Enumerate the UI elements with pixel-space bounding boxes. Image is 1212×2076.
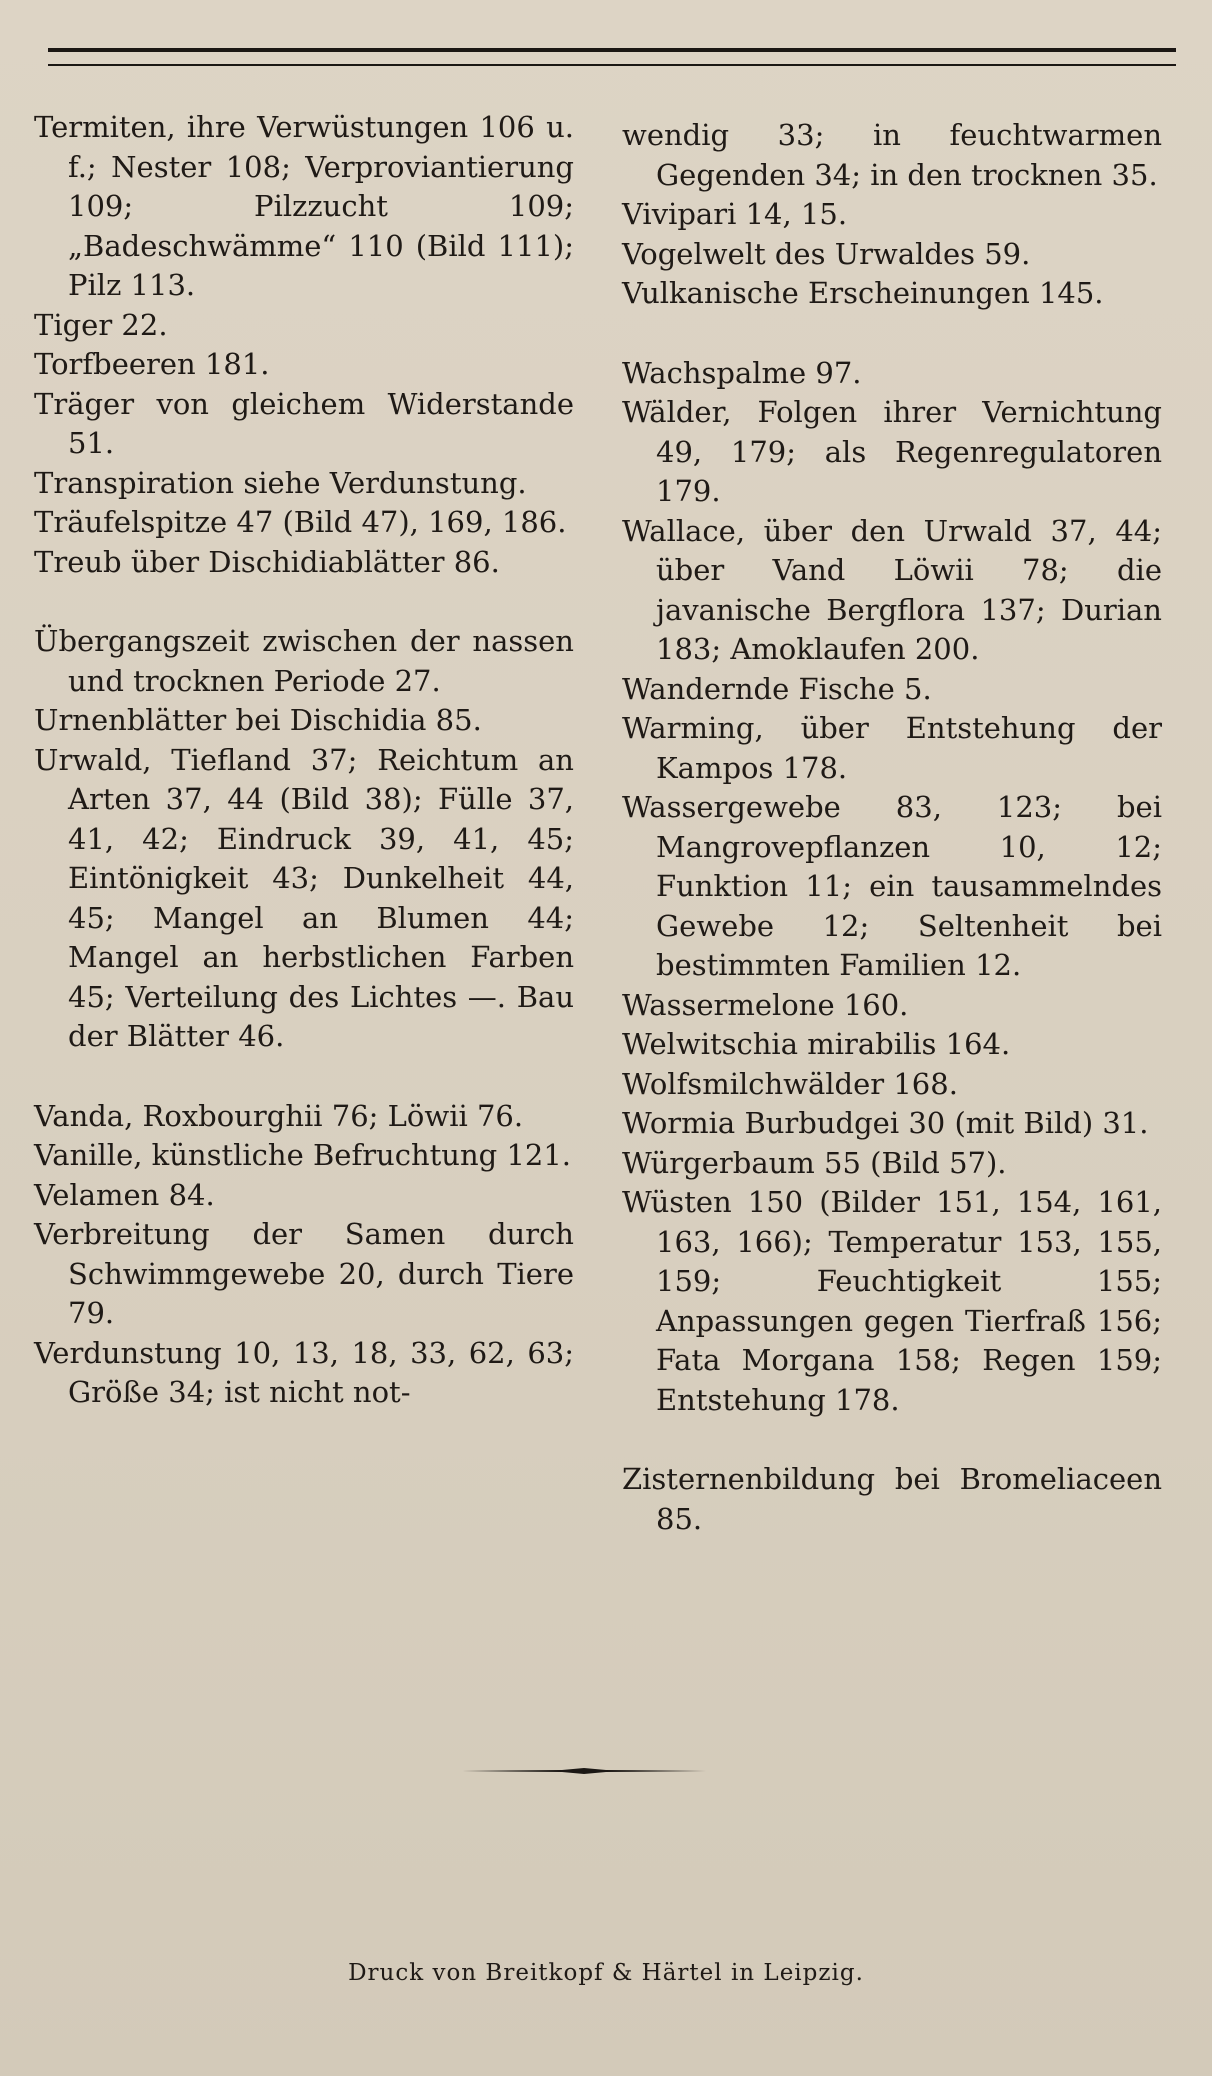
- index-entry: Termiten, ihre Verwüstungen 106 u. f.; Nester 108; Verproviantierung 109; Pilzzucht 109; „Badeschwämme“ 110 (Bild 111); Pilz 113.: [34, 110, 574, 302]
- index-entry: Urnenblätter bei Dischidia 85.: [34, 703, 482, 737]
- index-entry: Tiger 22.: [34, 307, 168, 342]
- index-entry: Velamen 84.: [34, 1177, 215, 1212]
- index-entry: Torfbeeren 181.: [34, 347, 270, 381]
- index-entry: Träger von gleichem Widerstande 51.: [34, 386, 574, 460]
- index-entry: Wolfsmilchwälder 168.: [622, 1066, 958, 1101]
- index-entry: Träufelspitze 47 (Bild 47), 169, 186.: [34, 505, 567, 539]
- letter-group-gap: [34, 582, 574, 622]
- end-ornament-rule: [462, 1768, 706, 1774]
- index-entry: Wälder, Folgen ihrer Vernichtung 49, 179; als Regenregulatoren 179.: [622, 395, 1162, 508]
- index-entry: Würgerbaum 55 (Bild 57).: [622, 1145, 1007, 1180]
- printer-imprint: Druck von Breitkopf & Härtel in Leipzig.: [348, 1960, 864, 1986]
- index-entry: Treub über Dischidiablätter 86.: [34, 544, 500, 579]
- index-entry: Vulkanische Erscheinungen 145.: [622, 276, 1104, 310]
- index-entry: Warming, über Entstehung der Kampos 178.: [622, 711, 1162, 785]
- index-entry: Transpiration siehe Verdunstung.: [34, 465, 527, 500]
- index-entry: Urwald, Tiefland 37; Reichtum an Arten 37, 44 (Bild 38); Fülle 37, 41, 42; Eindruck 39, 41, 45; Eintönigkeit 43; Dunkelheit 44, 45; Mangel an Blumen 44; Mangel an herbstlichen Farben 45; Verteilung des Lichtes —. Bau der Blätter 46.: [34, 742, 574, 1053]
- index-entry: Wachspalme 97.: [622, 355, 862, 390]
- index-column-right: [622, 116, 1162, 1539]
- letter-group-gap: [622, 1420, 1162, 1460]
- index-entry: Wassergewebe 83, 123; bei Mangrovepflanzen 10, 12; Funktion 11; ein tausammelndes Gewebe 12; Seltenheit bei bestimmten Familien 12.: [622, 790, 1162, 982]
- index-column-left: [34, 108, 574, 1413]
- index-entry: Wüsten 150 (Bilder 151, 154, 161, 163, 166); Temperatur 153, 155, 159; Feuchtigkeit 155; Anpassungen gegen Tierfraß 156; Fata Morgana 158; Regen 159; Entstehung 178.: [622, 1185, 1162, 1417]
- index-entry: Vanille, künstliche Befruchtung 121.: [34, 1138, 572, 1172]
- letter-group-gap: [622, 314, 1162, 354]
- index-entry: Wormia Burbudgei 30 (mit Bild) 31.: [622, 1106, 1149, 1140]
- index-entry: Wandernde Fische 5.: [622, 671, 932, 706]
- index-entry: Wallace, über den Urwald 37, 44; über Vand Löwii 78; die javanische Bergflora 137; Durian 183; Amoklaufen 200.: [622, 513, 1162, 666]
- index-entry: Vivipari 14, 15.: [622, 197, 848, 231]
- index-entry: Verbreitung der Samen durch Schwimmgewebe 20, durch Tiere 79.: [34, 1217, 574, 1330]
- letter-group-gap: [34, 1057, 574, 1097]
- index-entry: Vanda, Roxbourghii 76; Löwii 76.: [34, 1098, 524, 1133]
- index-entry: wendig 33; in feuchtwarmen Gegenden 34; in den trocknen 35.: [622, 118, 1162, 192]
- index-entry: Wassermelone 160.: [622, 987, 909, 1022]
- top-double-rule: [48, 48, 1176, 66]
- index-entry: Verdunstung 10, 13, 18, 33, 62, 63; Größe 34; ist nicht not-: [34, 1335, 574, 1409]
- index-entry: Zisternenbildung bei Bromeliaceen 85.: [622, 1462, 1162, 1536]
- index-entry: Welwitschia mirabilis 164.: [622, 1027, 1011, 1061]
- index-entry: Übergangszeit zwischen der nassen und trocknen Periode 27.: [34, 624, 574, 698]
- index-entry: Vogelwelt des Urwaldes 59.: [622, 236, 1031, 271]
